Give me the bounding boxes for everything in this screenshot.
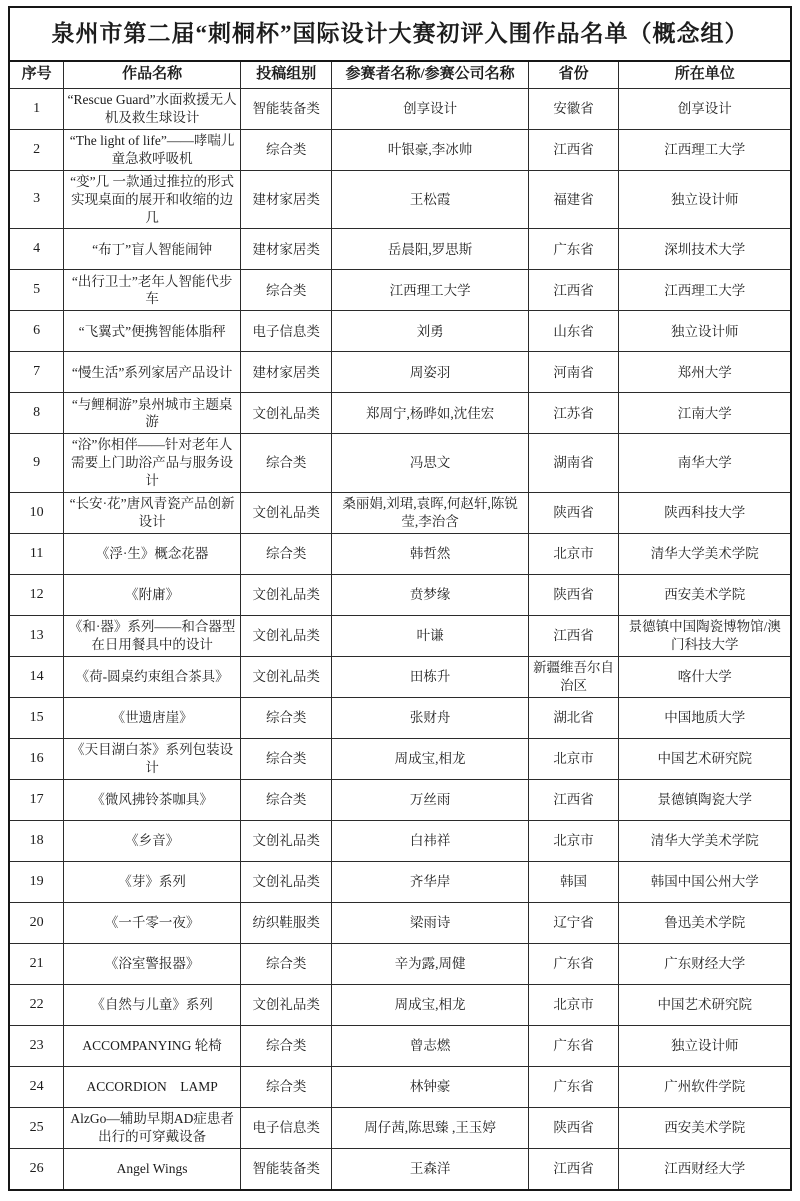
table-row (9, 984, 791, 1025)
title-row (9, 7, 791, 61)
cell-serial: 17 (9, 779, 64, 820)
cell-work-name: ACCOMPANYING 轮椅 (64, 1025, 241, 1066)
cell-unit: 清华大学美术学院 (619, 533, 791, 574)
table-row (9, 130, 791, 171)
cell-participants: 韩哲然 (332, 533, 528, 574)
cell-unit: 南华大学 (619, 434, 791, 492)
cell-province: 广东省 (528, 943, 619, 984)
cell-serial: 2 (9, 130, 64, 171)
cell-province: 江西省 (528, 615, 619, 656)
cell-serial: 21 (9, 943, 64, 984)
table-row (9, 1148, 791, 1190)
column-header-province: 省份 (528, 61, 619, 89)
cell-category: 综合类 (240, 738, 331, 779)
cell-unit: 清华大学美术学院 (619, 820, 791, 861)
cell-serial: 23 (9, 1025, 64, 1066)
cell-work-name: 《天目湖白茶》系列包装设计 (64, 738, 241, 779)
cell-category: 综合类 (240, 270, 331, 311)
cell-unit: 江西财经大学 (619, 1148, 791, 1190)
table-row (9, 533, 791, 574)
cell-unit: 景德镇中国陶瓷博物馆/澳门科技大学 (619, 615, 791, 656)
cell-unit: 西安美术学院 (619, 1107, 791, 1148)
cell-unit: 中国艺术研究院 (619, 738, 791, 779)
cell-work-name: “慢生活”系列家居产品设计 (64, 352, 241, 393)
cell-work-name: Angel Wings (64, 1148, 241, 1190)
cell-serial: 16 (9, 738, 64, 779)
cell-serial: 5 (9, 270, 64, 311)
cell-unit: 独立设计师 (619, 171, 791, 229)
cell-participants: 周成宝,相龙 (332, 738, 528, 779)
cell-serial: 14 (9, 656, 64, 697)
cell-category: 电子信息类 (240, 1107, 331, 1148)
table-row (9, 352, 791, 393)
cell-category: 文创礼品类 (240, 861, 331, 902)
cell-province: 江西省 (528, 130, 619, 171)
cell-category: 综合类 (240, 533, 331, 574)
cell-unit: 中国艺术研究院 (619, 984, 791, 1025)
cell-serial: 8 (9, 393, 64, 434)
cell-serial: 6 (9, 311, 64, 352)
cell-serial: 20 (9, 902, 64, 943)
cell-work-name: 《世遗唐崖》 (64, 697, 241, 738)
cell-category: 文创礼品类 (240, 393, 331, 434)
cell-work-name: “浴”你相伴——针对老年人需要上门助浴产品与服务设计 (64, 434, 241, 492)
column-header-participants: 参赛者名称/参赛公司名称 (332, 61, 528, 89)
cell-serial: 3 (9, 171, 64, 229)
cell-participants: 叶谦 (332, 615, 528, 656)
cell-participants: 曾志燃 (332, 1025, 528, 1066)
table-row (9, 393, 791, 434)
table-body (9, 89, 791, 1190)
shortlist-table (8, 6, 792, 1191)
cell-participants: 林钟豪 (332, 1066, 528, 1107)
cell-participants: 桑丽娟,刘珺,袁晖,何赵轩,陈锐莹,李治含 (332, 492, 528, 533)
cell-participants: 江西理工大学 (332, 270, 528, 311)
table-row (9, 902, 791, 943)
table-row (9, 656, 791, 697)
cell-province: 陕西省 (528, 574, 619, 615)
cell-work-name: “出行卫士”老年人智能代步车 (64, 270, 241, 311)
cell-category: 文创礼品类 (240, 492, 331, 533)
cell-province: 辽宁省 (528, 902, 619, 943)
table-row (9, 615, 791, 656)
cell-work-name: “与鲤桐游”泉州城市主题桌游 (64, 393, 241, 434)
cell-category: 文创礼品类 (240, 574, 331, 615)
cell-category: 综合类 (240, 1066, 331, 1107)
cell-unit: 陕西科技大学 (619, 492, 791, 533)
cell-province: 北京市 (528, 533, 619, 574)
cell-serial: 13 (9, 615, 64, 656)
cell-participants: 冯思文 (332, 434, 528, 492)
cell-participants: 郑周宁,杨晔如,沈佳宏 (332, 393, 528, 434)
cell-work-name: 《自然与儿童》系列 (64, 984, 241, 1025)
cell-unit: 深圳技术大学 (619, 229, 791, 270)
cell-serial: 1 (9, 89, 64, 130)
cell-participants: 创享设计 (332, 89, 528, 130)
cell-work-name: 《浮·生》概念花器 (64, 533, 241, 574)
cell-province: 广东省 (528, 1025, 619, 1066)
cell-serial: 19 (9, 861, 64, 902)
cell-participants: 齐华岸 (332, 861, 528, 902)
cell-participants: 周姿羽 (332, 352, 528, 393)
cell-work-name: “Rescue Guard”水面救援无人机及救生球设计 (64, 89, 241, 130)
table-row (9, 697, 791, 738)
cell-serial: 18 (9, 820, 64, 861)
cell-province: 新疆维吾尔自治区 (528, 656, 619, 697)
cell-category: 文创礼品类 (240, 656, 331, 697)
cell-participants: 贲梦缘 (332, 574, 528, 615)
column-header-work-name: 作品名称 (64, 61, 241, 89)
cell-serial: 4 (9, 229, 64, 270)
cell-province: 福建省 (528, 171, 619, 229)
cell-category: 综合类 (240, 697, 331, 738)
cell-work-name: “The light of life”——哮喘儿童急救呼吸机 (64, 130, 241, 171)
cell-work-name: “变”几 一款通过推拉的形式实现桌面的展开和收缩的边几 (64, 171, 241, 229)
cell-work-name: AlzGo—辅助早期AD症患者出行的可穿戴设备 (64, 1107, 241, 1148)
cell-participants: 岳晨阳,罗思斯 (332, 229, 528, 270)
cell-serial: 9 (9, 434, 64, 492)
table-row (9, 311, 791, 352)
cell-work-name: 《附庸》 (64, 574, 241, 615)
cell-serial: 10 (9, 492, 64, 533)
cell-participants: 周仔茜,陈思臻 ,王玉婷 (332, 1107, 528, 1148)
cell-work-name: “飞翼式”便携智能体脂秤 (64, 311, 241, 352)
table-row (9, 861, 791, 902)
column-header-category: 投稿组别 (240, 61, 331, 89)
cell-serial: 11 (9, 533, 64, 574)
table-row (9, 1066, 791, 1107)
cell-unit: 独立设计师 (619, 1025, 791, 1066)
cell-work-name: 《和·器》系列——和合器型在日用餐具中的设计 (64, 615, 241, 656)
cell-province: 江苏省 (528, 393, 619, 434)
cell-unit: 创享设计 (619, 89, 791, 130)
cell-province: 湖南省 (528, 434, 619, 492)
cell-province: 陕西省 (528, 492, 619, 533)
cell-unit: 郑州大学 (619, 352, 791, 393)
cell-category: 纺织鞋服类 (240, 902, 331, 943)
table-row (9, 820, 791, 861)
cell-province: 陕西省 (528, 1107, 619, 1148)
cell-category: 综合类 (240, 779, 331, 820)
cell-work-name: ACCORDION LAMP (64, 1066, 241, 1107)
cell-serial: 15 (9, 697, 64, 738)
table-row (9, 270, 791, 311)
cell-work-name: 《荷-圆桌约束组合茶具》 (64, 656, 241, 697)
cell-participants: 辛为露,周健 (332, 943, 528, 984)
cell-participants: 梁雨诗 (332, 902, 528, 943)
cell-category: 综合类 (240, 434, 331, 492)
cell-province: 广东省 (528, 1066, 619, 1107)
table-row (9, 574, 791, 615)
cell-work-name: 《乡音》 (64, 820, 241, 861)
cell-category: 建材家居类 (240, 352, 331, 393)
cell-province: 广东省 (528, 229, 619, 270)
cell-category: 建材家居类 (240, 171, 331, 229)
cell-serial: 24 (9, 1066, 64, 1107)
cell-category: 智能装备类 (240, 1148, 331, 1190)
cell-province: 江西省 (528, 779, 619, 820)
column-header-serial: 序号 (9, 61, 64, 89)
table-row (9, 738, 791, 779)
cell-work-name: 《微风拂铃茶咖具》 (64, 779, 241, 820)
cell-work-name: “布丁”盲人智能闹钟 (64, 229, 241, 270)
cell-unit: 西安美术学院 (619, 574, 791, 615)
cell-work-name: 《芽》系列 (64, 861, 241, 902)
table-row (9, 1107, 791, 1148)
cell-province: 北京市 (528, 984, 619, 1025)
table-row (9, 434, 791, 492)
cell-unit: 韩国中国公州大学 (619, 861, 791, 902)
cell-unit: 江西理工大学 (619, 130, 791, 171)
cell-participants: 田栋升 (332, 656, 528, 697)
table-row (9, 89, 791, 130)
cell-work-name: “长安·花”唐风青瓷产品创新设计 (64, 492, 241, 533)
cell-category: 综合类 (240, 130, 331, 171)
cell-participants: 刘勇 (332, 311, 528, 352)
cell-participants: 周成宝,相龙 (332, 984, 528, 1025)
cell-unit: 中国地质大学 (619, 697, 791, 738)
cell-participants: 叶银豪,李冰帅 (332, 130, 528, 171)
cell-province: 江西省 (528, 1148, 619, 1190)
cell-participants: 万丝雨 (332, 779, 528, 820)
cell-province: 北京市 (528, 738, 619, 779)
cell-unit: 鲁迅美术学院 (619, 902, 791, 943)
cell-serial: 12 (9, 574, 64, 615)
cell-participants: 白祎祥 (332, 820, 528, 861)
cell-participants: 王森洋 (332, 1148, 528, 1190)
cell-unit: 喀什大学 (619, 656, 791, 697)
cell-category: 文创礼品类 (240, 615, 331, 656)
cell-serial: 25 (9, 1107, 64, 1148)
cell-province: 河南省 (528, 352, 619, 393)
page-title: 泉州市第二届“刺桐杯”国际设计大赛初评入围作品名单（概念组） (9, 7, 791, 61)
cell-category: 综合类 (240, 1025, 331, 1066)
cell-province: 北京市 (528, 820, 619, 861)
cell-participants: 王松霞 (332, 171, 528, 229)
cell-category: 综合类 (240, 943, 331, 984)
cell-unit: 独立设计师 (619, 311, 791, 352)
cell-province: 安徽省 (528, 89, 619, 130)
cell-unit: 江南大学 (619, 393, 791, 434)
cell-category: 文创礼品类 (240, 820, 331, 861)
cell-province: 江西省 (528, 270, 619, 311)
table-header-row (9, 61, 791, 89)
table-row (9, 943, 791, 984)
cell-unit: 江西理工大学 (619, 270, 791, 311)
cell-category: 文创礼品类 (240, 984, 331, 1025)
table-row (9, 229, 791, 270)
cell-unit: 景德镇陶瓷大学 (619, 779, 791, 820)
cell-category: 建材家居类 (240, 229, 331, 270)
column-header-unit: 所在单位 (619, 61, 791, 89)
cell-serial: 22 (9, 984, 64, 1025)
cell-work-name: 《一千零一夜》 (64, 902, 241, 943)
table-row (9, 492, 791, 533)
table-row (9, 171, 791, 229)
cell-province: 韩国 (528, 861, 619, 902)
cell-category: 智能装备类 (240, 89, 331, 130)
cell-province: 湖北省 (528, 697, 619, 738)
cell-serial: 26 (9, 1148, 64, 1190)
cell-unit: 广东财经大学 (619, 943, 791, 984)
cell-serial: 7 (9, 352, 64, 393)
cell-category: 电子信息类 (240, 311, 331, 352)
table-row (9, 779, 791, 820)
cell-province: 山东省 (528, 311, 619, 352)
cell-work-name: 《浴室警报器》 (64, 943, 241, 984)
cell-participants: 张财舟 (332, 697, 528, 738)
table-row (9, 1025, 791, 1066)
cell-unit: 广州软件学院 (619, 1066, 791, 1107)
